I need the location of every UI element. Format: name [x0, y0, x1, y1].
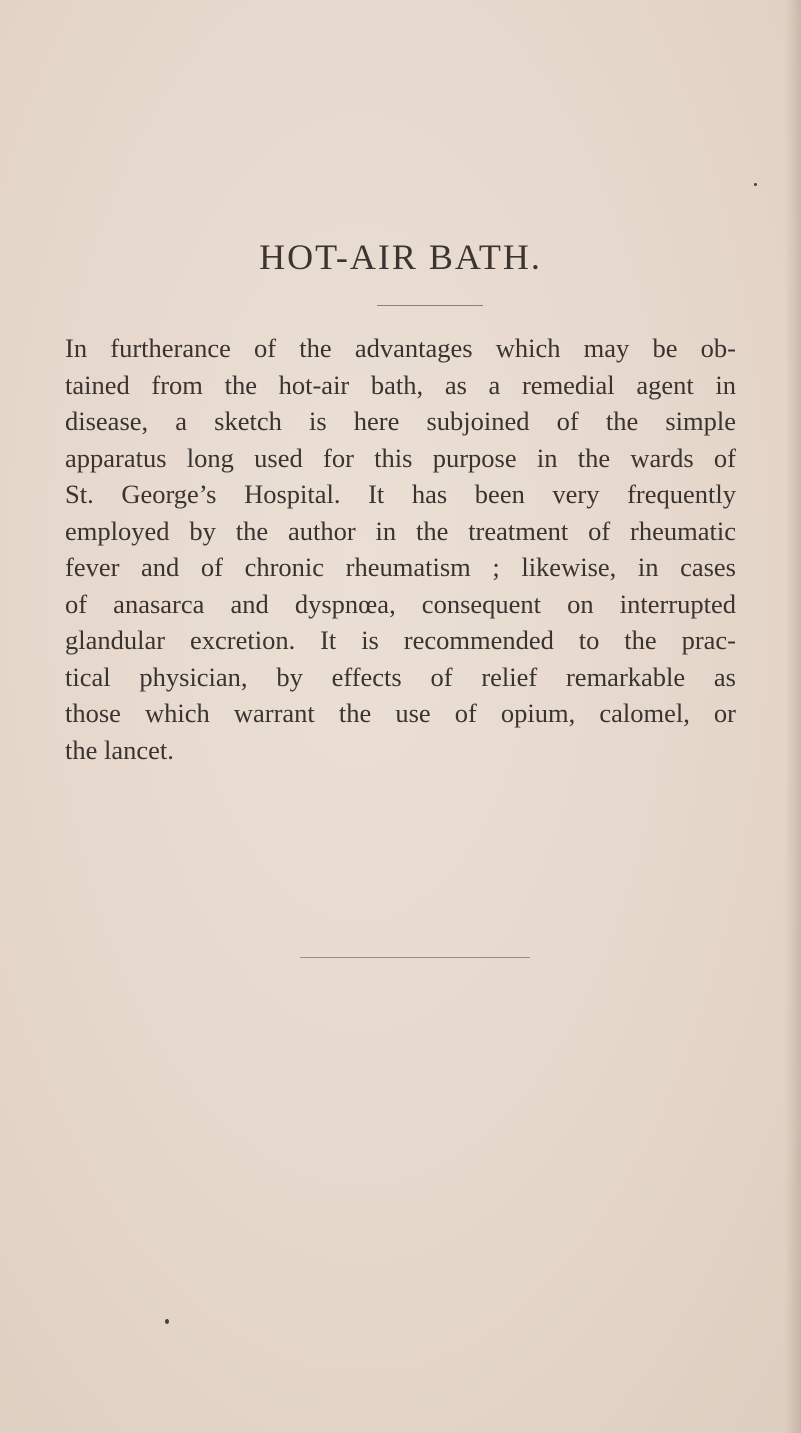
text-line: tical physician, by effects of relief remarkable as	[65, 661, 736, 692]
text-line: fever and of chronic rheumatism ; likewise, in cases	[65, 552, 736, 582]
page-edge-shadow	[785, 0, 801, 1433]
text-line: those which warrant the use of opium, calomel, or	[65, 698, 736, 728]
page-title: HOT-AIR BATH.	[259, 237, 542, 277]
text-line: glandular excretion. It is recommended to the prac-	[65, 625, 736, 655]
text-line: of anasarca and dyspnœa, consequent on interrupted	[65, 588, 736, 619]
paper-speck	[754, 183, 757, 186]
section-rule	[300, 957, 530, 958]
text-line: St. George’s Hospital. It has been very frequently	[65, 479, 736, 509]
title-rule	[377, 305, 483, 306]
body-paragraph	[65, 330, 736, 768]
text-line: tained from the hot-air bath, as a remedial agent in	[65, 369, 736, 400]
text-line: In furtherance of the advantages which may be ob-	[65, 333, 736, 363]
text-line: disease, a sketch is here subjoined of the simple	[65, 406, 736, 436]
text-line: employed by the author in the treatment of rheumatic	[65, 515, 736, 546]
text-line: apparatus long used for this purpose in the wards of	[65, 442, 736, 473]
paper-speck	[165, 1319, 169, 1324]
text-line: the lancet.	[65, 734, 174, 765]
